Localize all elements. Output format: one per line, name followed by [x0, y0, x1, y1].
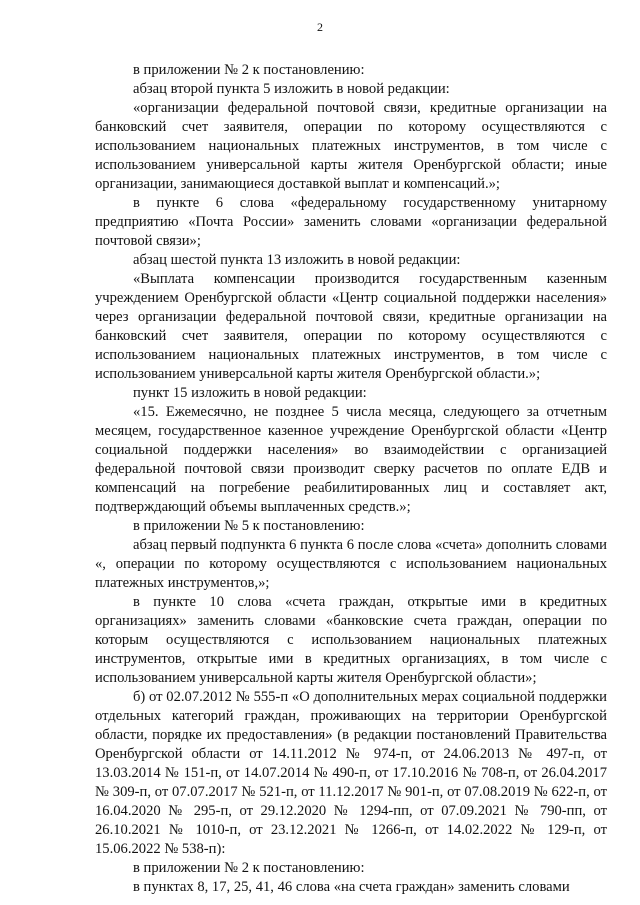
paragraph: абзац второй пункта 5 изложить в новой редакции:	[133, 81, 450, 97]
paragraph: в пункте 10 слова «счета граждан, открытые ими в кредитных организациях» заменить словами «банковские счета граждан, операции по которым осуществляются с использованием национальных платежных инструментов, открытые ими в кредитных организациях, в том числе с использованием универсальной карты жителя Оренбургской области»;	[95, 594, 607, 686]
document-body	[95, 61, 607, 897]
paragraph: в пункте 6 слова «федеральному государственному унитарному предприятию «Почта России» заменить словами «организации федеральной почтовой связи»;	[95, 195, 607, 249]
paragraph: в пунктах 8, 17, 25, 41, 46 слова «на счета граждан» заменить словами	[133, 879, 570, 895]
page-number: 2	[317, 20, 323, 34]
paragraph: в приложении № 2 к постановлению:	[133, 62, 365, 78]
paragraph: «15. Ежемесячно, не позднее 5 числа месяца, следующего за отчетным месяцем, государственное казенное учреждение Оренбургской области «Центр социальной поддержки населения» во взаимодействии с организацией федеральной почтовой связи производит сверку расчетов по оплате ЕДВ и компенсаций на погребение реабилитированных лиц и составляет акт, подтверждающий объемы выплаченных средств.»;	[95, 404, 607, 515]
paragraph: абзац первый подпункта 6 пункта 6 после слова «счета» дополнить словами «, операции по которому осуществляются с использованием национальных платежных инструментов,»;	[95, 537, 607, 591]
paragraph: пункт 15 изложить в новой редакции:	[133, 385, 367, 401]
paragraph: абзац шестой пункта 13 изложить в новой редакции:	[133, 252, 461, 268]
paragraph: в приложении № 2 к постановлению:	[133, 860, 365, 876]
paragraph: «Выплата компенсации производится государственным казенным учреждением Оренбургской области «Центр социальной поддержки населения» через организации федеральной почтовой связи, кредитные организации на банковский счет заявителя, операции по которому осуществляются с использованием национальных платежных инструментов, в том числе с использованием универсальной карты жителя Оренбургской области.»;	[95, 271, 607, 382]
paragraph: в приложении № 5 к постановлению:	[133, 518, 365, 534]
paragraph: б) от 02.07.2012 № 555-п «О дополнительных мерах социальной поддержки отдельных категорий граждан, проживающих на территории Оренбургской области, порядке их предоставления» (в редакции постановлений Правительства Оренбургской области от 14.11.2012 № 974-п, от 24.06.2013 № 497-п, от 13.03.2014 № 151-п, от 14.07.2014 № 490-п, от 17.10.2016 № 708-п, от 26.04.2017 № 309-п, от 07.07.2017 № 521-п, от 11.12.2017 № 901-п, от 07.08.2019 № 622-п, от 16.04.2020 № 295-п, от 29.12.2020 № 1294-пп, от 07.09.2021 № 790-пп, от 26.10.2021 № 1010-п, от 23.12.2021 № 1266-п, от 14.02.2022 № 129-п, от 15.06.2022 № 538-п):	[95, 689, 607, 857]
paragraph: «организации федеральной почтовой связи, кредитные организации на банковский счет заявителя, операции по которому осуществляются с использованием национальных платежных инструментов, в том числе с использованием универсальной карты жителя Оренбургской области; иные организации, занимающиеся доставкой выплат и компенсаций.»;	[95, 100, 607, 192]
